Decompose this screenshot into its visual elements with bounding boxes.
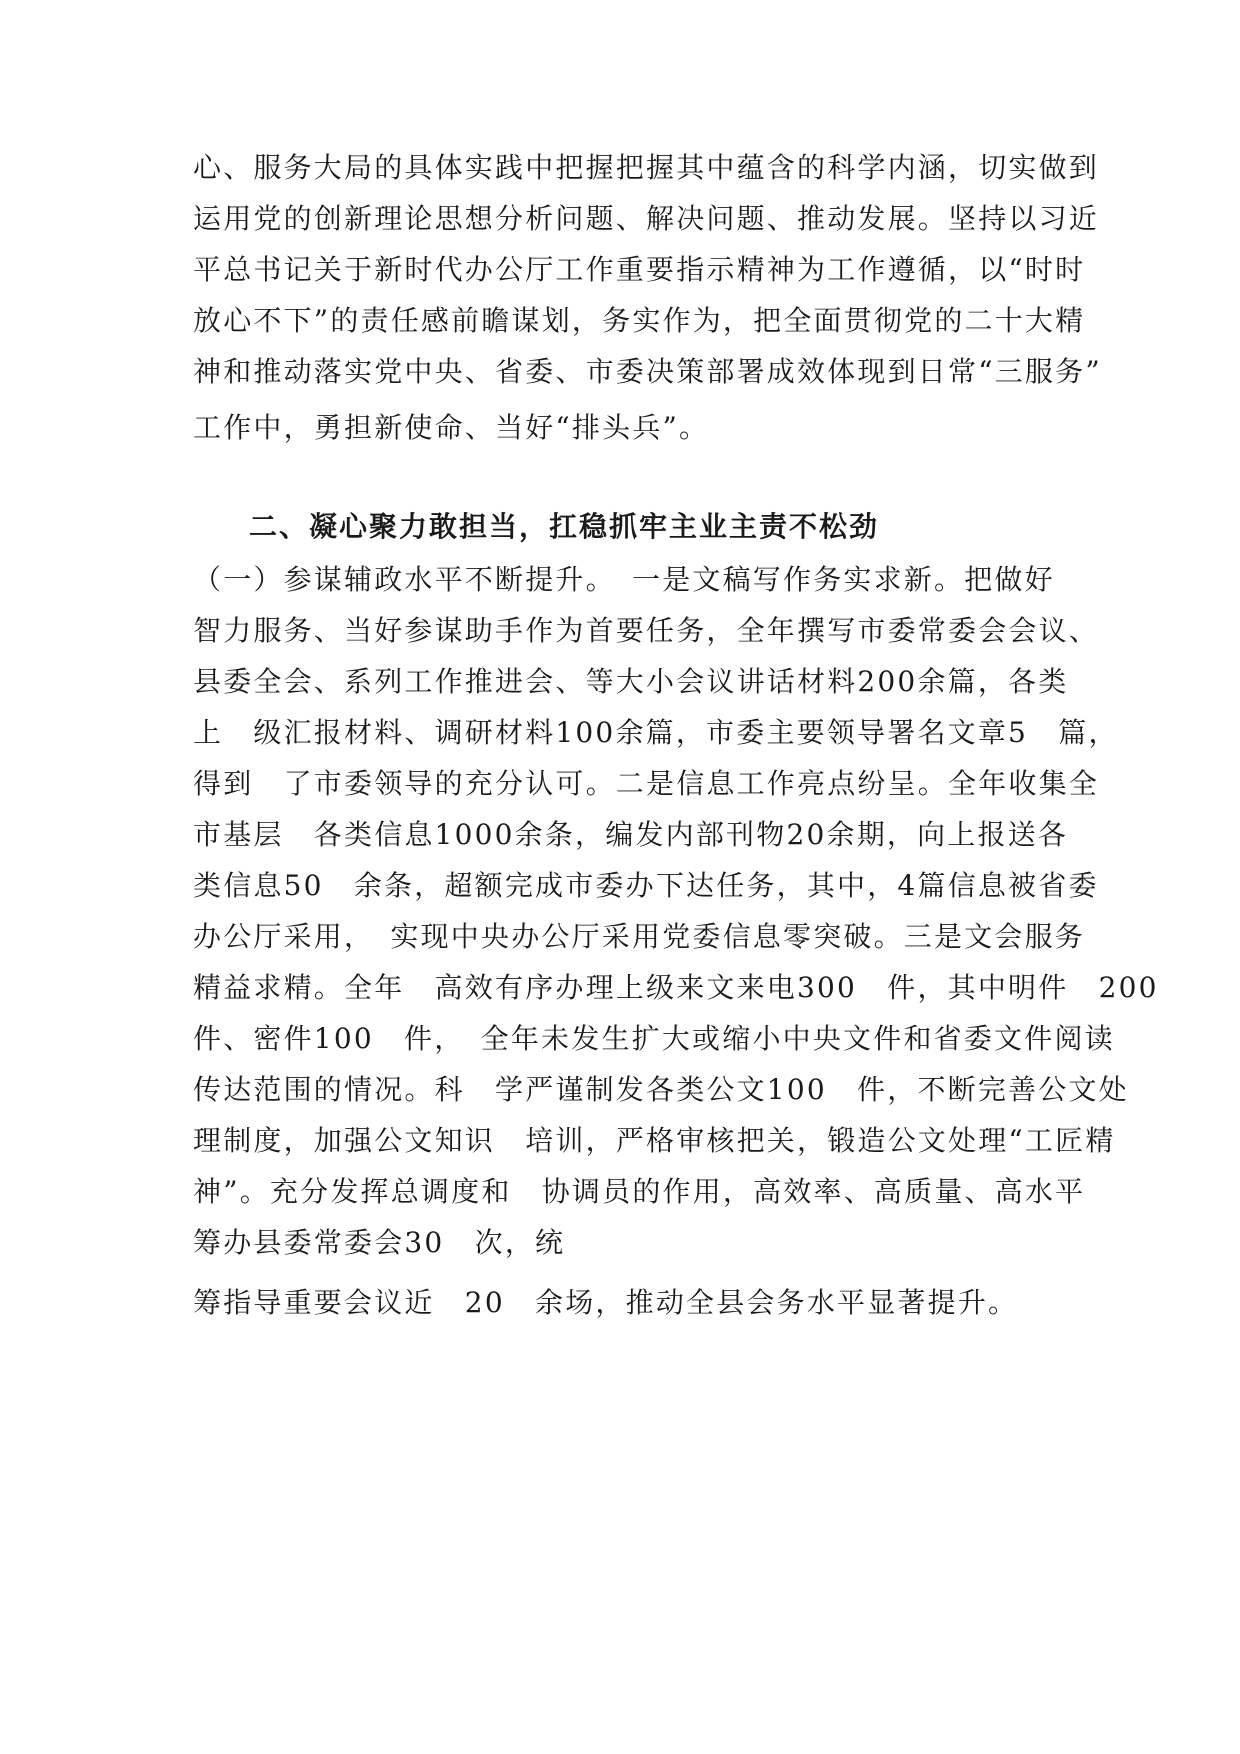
paragraph-1-line-1: 心、服务大局的具体实践中把握把握其中蕴含的科学内涵，切实做到 bbox=[193, 151, 1100, 184]
paragraph-3-line-1: 筹指导重要会议近 20 余场，推动全县会务水平显著提升。 bbox=[193, 1286, 1019, 1319]
paragraph-2-line-5: 得到 了市委领导的充分认可。二是信息工作亮点纷呈。全年收集全 bbox=[193, 767, 1100, 800]
paragraph-1-line-2: 运用党的创新理论思想分析问题、解决问题、推动发展。坚持以习近 bbox=[193, 202, 1100, 235]
paragraph-1-line-3: 平总书记关于新时代办公厅工作重要指示精神为工作遵循，以“时时 bbox=[193, 253, 1086, 286]
section-heading: 二、凝心聚力敢担当，扛稳抓牢主业主责不松劲 bbox=[249, 510, 880, 543]
paragraph-2-line-6: 市基层 各类信息1000余条，编发内部刊物20余期，向上报送各 bbox=[193, 818, 1069, 851]
paragraph-2-line-2: 智力服务、当好参谋助手作为首要任务，全年撰写市委常委会会议、 bbox=[193, 614, 1100, 647]
paragraph-2-line-8: 办公厅采用， 实现中央办公厅采用党委信息零突破。三是文会服务 bbox=[193, 920, 1086, 953]
paragraph-2-line-9: 精益求精。全年 高效有序办理上级来文来电300 件，其中明件 200 bbox=[193, 971, 1159, 1004]
paragraph-1-line-6: 工作中，勇担新使命、当好“排头兵”。 bbox=[193, 411, 710, 444]
paragraph-2-line-4: 上 级汇报材料、调研材料100余篇，市委主要领导署名文章5 篇， bbox=[193, 716, 1119, 749]
paragraph-2-line-13: 神”。充分发挥总调度和 协调员的作用，高效率、高质量、高水平 bbox=[193, 1175, 1086, 1208]
paragraph-2-line-7: 类信息50 余条，超额完成市委办下达任务，其中，4篇信息被省委 bbox=[193, 869, 1099, 902]
paragraph-2-line-3: 县委全会、系列工作推进会、等大小会议讲话材料200余篇，各类 bbox=[193, 665, 1069, 698]
paragraph-2-line-12: 理制度，加强公文知识 培训，严格审核把关，锻造公文处理“工匠精 bbox=[193, 1124, 1116, 1157]
paragraph-2-line-11: 传达范围的情况。科 学严谨制发各类公文100 件，不断完善公文处 bbox=[193, 1073, 1129, 1106]
paragraph-2-line-10: 件、密件100 件， 全年未发生扩大或缩小中央文件和省委文件阅读 bbox=[193, 1022, 1115, 1055]
paragraph-2-line-14: 筹办县委常委会30 次，统 bbox=[193, 1226, 566, 1259]
paragraph-2-line-1: （一）参谋辅政水平不断提升。 一是文稿写作务实求新。把做好 bbox=[193, 563, 1055, 596]
paragraph-1-line-4: 放心不下”的责任感前瞻谋划，务实作为，把全面贯彻党的二十大精 bbox=[193, 304, 1086, 337]
paragraph-1-line-5: 神和推动落实党中央、省委、市委决策部署成效体现到日常“三服务” bbox=[193, 355, 1102, 388]
